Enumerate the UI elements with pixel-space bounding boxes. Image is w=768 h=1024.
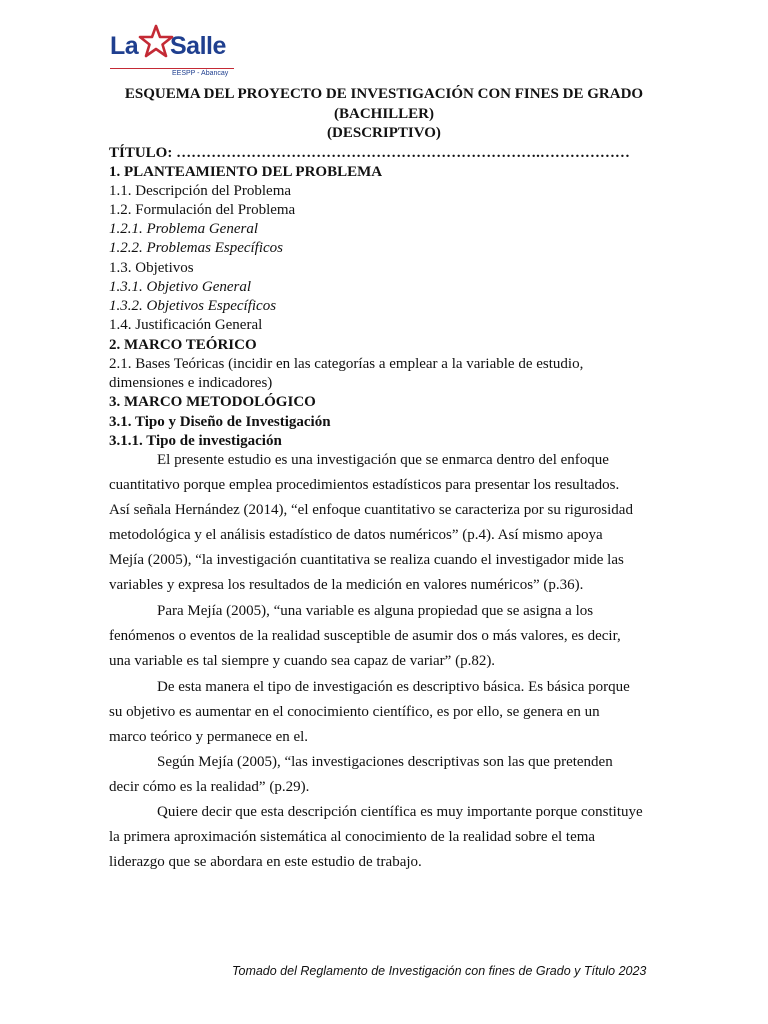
logo-divider [110, 68, 234, 69]
star-icon [138, 24, 174, 60]
outline-item: 1.1. Descripción del Problema [109, 183, 292, 199]
heading-tipo-investigacion: 3.1.1. Tipo de investigación [109, 433, 282, 449]
outline-item: 1.2. Formulación del Problema [109, 202, 296, 218]
doc-title-line-3: (DESCRIPTIVO) [327, 125, 441, 141]
doc-title-line-1: ESQUEMA DEL PROYECTO DE INVESTIGACIÓN CON FINES DE GRADO [124, 86, 644, 102]
outline-item: 1.3.1. Objetivo General [109, 279, 252, 295]
la-salle-logo [108, 24, 238, 82]
outline-item: 1.2.2. Problemas Específicos [109, 240, 284, 256]
logo-text-salle: Salle [170, 32, 226, 60]
heading-marco-metodologico: 3. MARCO METODOLÓGICO [109, 394, 316, 410]
body-paragraph: Quiere decir que esta descripción científica es muy importante porque constituye la primera aproximación sistemática al conocimiento de la realidad sobre el tema liderazgo que se abordara en este estudio de trabajo. [109, 804, 643, 870]
heading-planteamiento: 1. PLANTEAMIENTO DEL PROBLEMA [109, 164, 383, 180]
outline-item: 2.1. Bases Teóricas (incidir en las categorías a emplear a la variable de estudio, [109, 356, 584, 372]
doc-title-line-2: (BACHILLER) [333, 106, 434, 122]
logo-subtitle: EESPP - Abancay [172, 70, 229, 77]
outline-item: 1.4. Justificación General [109, 317, 263, 333]
body-paragraph: De esta manera el tipo de investigación es descriptivo básica. Es básica porque su objetivo es aumentar en el conocimiento científico, es por ello, se genera en un marco teórico y permanece en el. [109, 679, 630, 745]
body-paragraph: Para Mejía (2005), “una variable es alguna propiedad que se asigna a los fenómenos o eventos de la realidad susceptible de asumir dos o más valores, es decir, una variable es tal siempre y cuando sea capaz de variar” (p.82). [109, 603, 621, 669]
body-paragraph: El presente estudio es una investigación que se enmarca dentro del enfoque cuantitativo porque emplea procedimientos estadísticos para presentar los resultados. Así señala Hernández (2014), “el enfoque cuantitativo se caracteriza por su rigurosidad metodológica y el análisis estadístico de datos numéricos” (p.4). Así mismo apoya Mejía (2005), “la investigación cuantitativa se realiza cuando el investigador mide las variables y expresa los resultados de la medición en valores numéricos” (p.36). [109, 452, 633, 593]
heading-tipo-diseno: 3.1. Tipo y Diseño de Investigación [109, 414, 331, 430]
heading-marco-teorico: 2. MARCO TEÓRICO [109, 337, 257, 353]
outline-item: dimensiones e indicadores) [109, 375, 273, 391]
outline-item: 1.3. Objetivos [109, 260, 194, 276]
outline-item: 1.3.2. Objetivos Específicos [109, 298, 277, 314]
logo-text-la: La [110, 32, 139, 60]
page-footer: Tomado del Reglamento de Investigación con fines de Grado y Título 2023 [232, 964, 647, 978]
titulo-line: TÍTULO: ……………………………………………………………….……………… [109, 145, 630, 161]
body-paragraph: Según Mejía (2005), “las investigaciones descriptivas son las que pretenden decir cómo es la realidad” (p.29). [109, 754, 613, 795]
outline-item: 1.2.1. Problema General [109, 221, 259, 237]
